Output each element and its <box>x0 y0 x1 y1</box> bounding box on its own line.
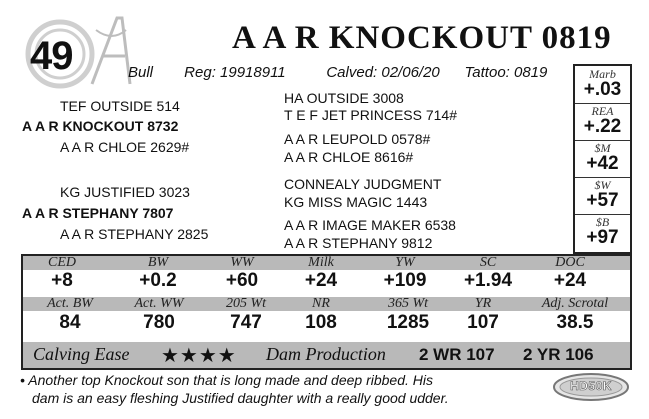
col-label-365-wt: 365 Wt <box>387 296 429 311</box>
epd-value-marb: +.03 <box>583 79 622 100</box>
val-adj-scrotal: 38.5 <box>556 312 594 333</box>
epd-label-b: $B <box>595 215 610 229</box>
col-label-act-ww: Act. WW <box>134 296 184 311</box>
col-label-doc: DOC <box>555 255 585 270</box>
col-label-ww: WW <box>230 255 254 270</box>
epd-label-marb: Marb <box>589 67 616 81</box>
val-doc: +24 <box>553 270 587 291</box>
epd-box-rea <box>575 103 630 141</box>
pedigree-ddd: A A R STEPHANY 9812 <box>284 235 433 251</box>
epd-label-row <box>23 256 630 270</box>
epd-box-b <box>575 214 630 251</box>
pedigree-dds: A A R IMAGE MAKER 6538 <box>284 217 456 233</box>
val-bw: +0.2 <box>139 270 177 291</box>
registration-info <box>128 64 547 81</box>
pedigree-dam-dam: A A R STEPHANY 2825 <box>60 226 209 242</box>
dam-yr-value: 2 YR 106 <box>523 345 594 364</box>
epd-box-m <box>575 140 630 178</box>
val-yr: 107 <box>467 312 499 333</box>
val-205-wt: 747 <box>230 312 262 333</box>
dam-production-label: Dam Production <box>266 344 386 364</box>
val-yw: +109 <box>383 270 427 291</box>
col-label-adj-scrotal: Adj. Scrotal <box>541 296 609 311</box>
epd-label-rea: REA <box>591 104 614 118</box>
col-label-ced: CED <box>48 255 76 270</box>
value-epd-panel <box>573 64 632 254</box>
hd50k-badge <box>552 372 630 402</box>
pedigree-sss: HA OUTSIDE 3008 <box>284 90 404 106</box>
pedigree-dam: A A R STEPHANY 7807 <box>22 205 174 221</box>
hd50k-badge-text: HD50K <box>570 379 612 393</box>
val-milk: +24 <box>304 270 338 291</box>
epd-box-w <box>575 177 630 215</box>
val-ced: +8 <box>51 270 73 291</box>
pedigree-dam-sire: KG JUSTIFIED 3023 <box>60 184 190 200</box>
bull-name: A A R KNOCKOUT 0819 <box>232 20 612 56</box>
epd-value-rea: +.22 <box>583 116 622 137</box>
val-365-wt: 1285 <box>386 312 430 333</box>
lot-number: 49 <box>30 34 73 78</box>
pedigree-sire-sire: TEF OUTSIDE 514 <box>60 98 180 114</box>
col-label-milk: Milk <box>308 255 334 270</box>
col-label-bw: BW <box>147 255 169 270</box>
pedigree-sire-dam: A A R CHLOE 2629# <box>60 139 190 155</box>
epd-label-w: $W <box>594 178 611 192</box>
epd-label-m: $M <box>594 141 611 155</box>
calving-ease-label: Calving Ease <box>33 344 130 364</box>
remarks-line-2: dam is an easy fleshing Justified daughter with a really good udder. <box>32 390 449 406</box>
col-label-nr: NR <box>312 296 330 311</box>
calving-dam-row <box>23 342 630 368</box>
col-label-205-wt: 205 Wt <box>225 296 267 311</box>
remarks <box>20 371 540 407</box>
col-label-sc: SC <box>479 255 497 270</box>
dam-wr-value: 2 WR 107 <box>419 345 495 364</box>
tattoo: Tattoo: 0819 <box>464 64 548 81</box>
actual-value-row <box>23 312 630 334</box>
actual-label-row <box>23 297 630 311</box>
col-label-yr: YR <box>474 296 492 311</box>
val-act-ww: 780 <box>143 312 175 333</box>
pedigree-sds: A A R LEUPOLD 0578# <box>284 131 431 147</box>
val-sc: +1.94 <box>463 270 513 291</box>
epd-value-w: +57 <box>586 190 619 211</box>
performance-table <box>21 254 632 370</box>
epd-value-b: +97 <box>586 227 619 248</box>
pedigree-sire: A A R KNOCKOUT 8732 <box>22 118 179 134</box>
epd-value-m: +42 <box>586 153 619 174</box>
pedigree-sdd: A A R CHLOE 8616# <box>284 149 414 165</box>
val-nr: 108 <box>305 312 337 333</box>
col-label-yw: YW <box>395 255 415 270</box>
val-ww: +60 <box>225 270 259 291</box>
calving-ease-stars: ★★★★ <box>161 345 237 367</box>
calved-date: Calved: 02/06/20 <box>326 64 440 81</box>
col-label-act-bw: Act. BW <box>47 296 93 311</box>
epd-box-marb <box>575 66 630 104</box>
sex-label: Bull <box>128 64 154 81</box>
epd-value-row <box>23 270 630 292</box>
remarks-line-1: • Another top Knockout son that is long made and deep ribbed. His <box>20 372 433 388</box>
pedigree-dss: CONNEALY JUDGMENT <box>284 176 442 192</box>
reg-number: Reg: 19918911 <box>184 64 286 81</box>
pedigree-ssd: T E F JET PRINCESS 714# <box>284 107 457 123</box>
pedigree-dsd: KG MISS MAGIC 1443 <box>284 194 428 210</box>
val-act-bw: 84 <box>59 312 81 333</box>
